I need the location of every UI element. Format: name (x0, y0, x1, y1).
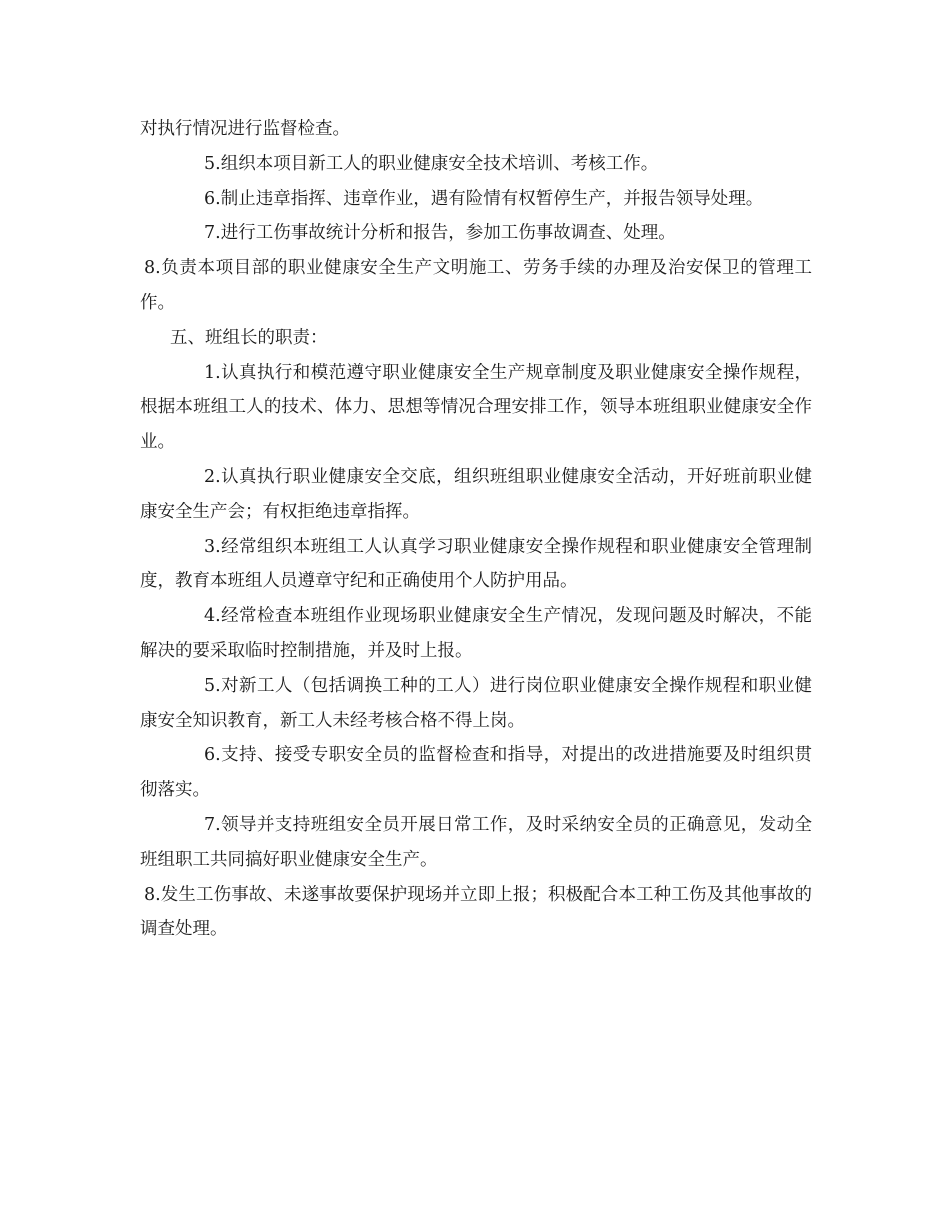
paragraph-duty-6: 6.支持、接受专职安全员的监督检查和指导，对提出的改进措施要及时组织贯彻落实。 (140, 745, 812, 801)
paragraph-item-5: 5.组织本项目新工人的职业健康安全技术培训、考核工作。 (204, 153, 659, 174)
document-body (140, 112, 812, 947)
paragraph-duty-2: 2.认真执行职业健康安全交底，组织班组职业健康安全活动，开好班前职业健康安全生产会；有权拒绝违章指挥。 (140, 466, 812, 522)
paragraph-continuation: 对执行情况进行监督检查。 (140, 119, 350, 139)
paragraph-item-7: 7.进行工伤事故统计分析和报告，参加工伤事故调查、处理。 (204, 223, 676, 244)
paragraph-duty-4: 4.经常检查本班组作业现场职业健康安全生产情况，发现问题及时解决，不能解决的要采取临时控制措施，并及时上报。 (140, 606, 812, 661)
paragraph-duty-3: 3.经常组织本班组工人认真学习职业健康安全操作规程和职业健康安全管理制度，教育本班组人员遵章守纪和正确使用个人防护用品。 (140, 536, 812, 592)
paragraph-duty-5: 5.对新工人（包括调换工种的工人）进行岗位职业健康安全操作规程和职业健康安全知识教育，新工人未经考核合格不得上岗。 (140, 675, 812, 731)
paragraph-item-8: 8.负责本项目部的职业健康安全生产文明施工、劳务手续的办理及治安保卫的管理工作。 (140, 258, 812, 313)
section-heading: 五、班组长的职责： (170, 327, 328, 348)
paragraph-item-6: 6.制止违章指挥、违章作业，遇有险情有权暂停生产，并报告领导处理。 (204, 188, 764, 209)
paragraph-duty-7: 7.领导并支持班组安全员开展日常工作，及时采纳安全员的正确意见，发动全班组职工共同搞好职业健康安全生产。 (140, 814, 812, 870)
paragraph-duty-1: 1.认真执行和模范遵守职业健康安全生产规章制度及职业健康安全操作规程，根据本班组工人的技术、体力、思想等情况合理安排工作，领导本班组职业健康安全作业。 (140, 362, 812, 453)
paragraph-duty-8: 8.发生工伤事故、未遂事故要保护现场并立即上报；积极配合本工种工伤及其他事故的调查处理。 (140, 884, 812, 940)
